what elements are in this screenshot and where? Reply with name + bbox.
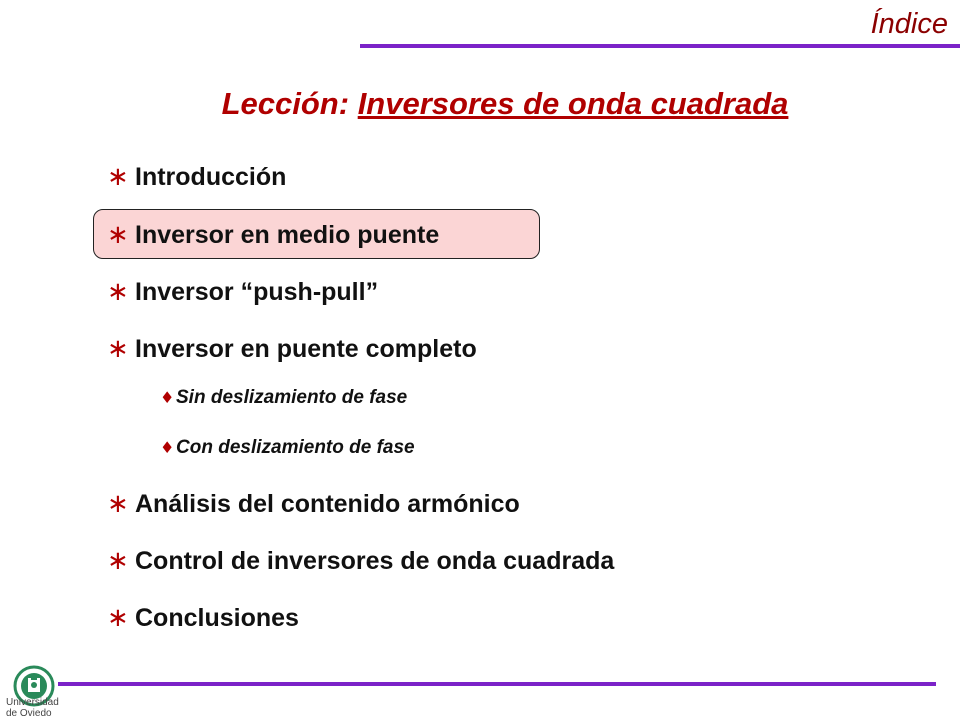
list-item-label: Inversor en medio puente [135,221,440,249]
footer-divider [58,682,936,686]
bullet-icon: ∗ [107,489,129,519]
bullet-icon: ∗ [107,277,129,307]
sub-item-label: Sin deslizamiento de fase [176,387,408,408]
list-item-analisis[interactable] [107,489,520,519]
list-item-label: Inversor en puente completo [135,335,477,363]
list-item-puente-completo[interactable] [107,334,477,364]
bullet-icon: ∗ [107,220,129,250]
sub-item-sin-deslizamiento[interactable] [160,387,407,409]
list-item-control[interactable] [107,546,614,576]
header-title: Índice [870,8,948,40]
list-item-conclusiones[interactable] [107,603,299,633]
bullet-icon: ∗ [107,334,129,364]
list-item-label: Inversor “push-pull” [135,278,379,306]
list-item-label: Introducción [135,163,287,191]
list-item-label: Control de inversores de onda cuadrada [135,547,615,575]
header-divider [360,44,960,48]
list-item-introduccion[interactable] [107,162,286,192]
bullet-icon: ∗ [107,603,129,633]
list-item-label: Conclusiones [135,604,299,632]
logo-line-1: Universidad [6,697,59,708]
lesson-prefix: Lección: [221,86,358,121]
bullet-icon: ∗ [107,546,129,576]
lesson-title [0,86,960,122]
lesson-name: Inversores de onda cuadrada [357,86,789,121]
university-logo-text [6,697,66,719]
sub-item-con-deslizamiento[interactable] [160,437,415,459]
bullet-icon: ∗ [107,162,129,192]
sub-item-label: Con deslizamiento de fase [176,437,415,458]
list-item-medio-puente[interactable] [107,220,439,250]
diamond-icon: ♦ [160,388,175,407]
diamond-icon: ♦ [160,438,175,457]
logo-line-2: de Oviedo [6,708,52,719]
list-item-label: Análisis del contenido armónico [135,490,520,518]
list-item-push-pull[interactable] [107,277,378,307]
